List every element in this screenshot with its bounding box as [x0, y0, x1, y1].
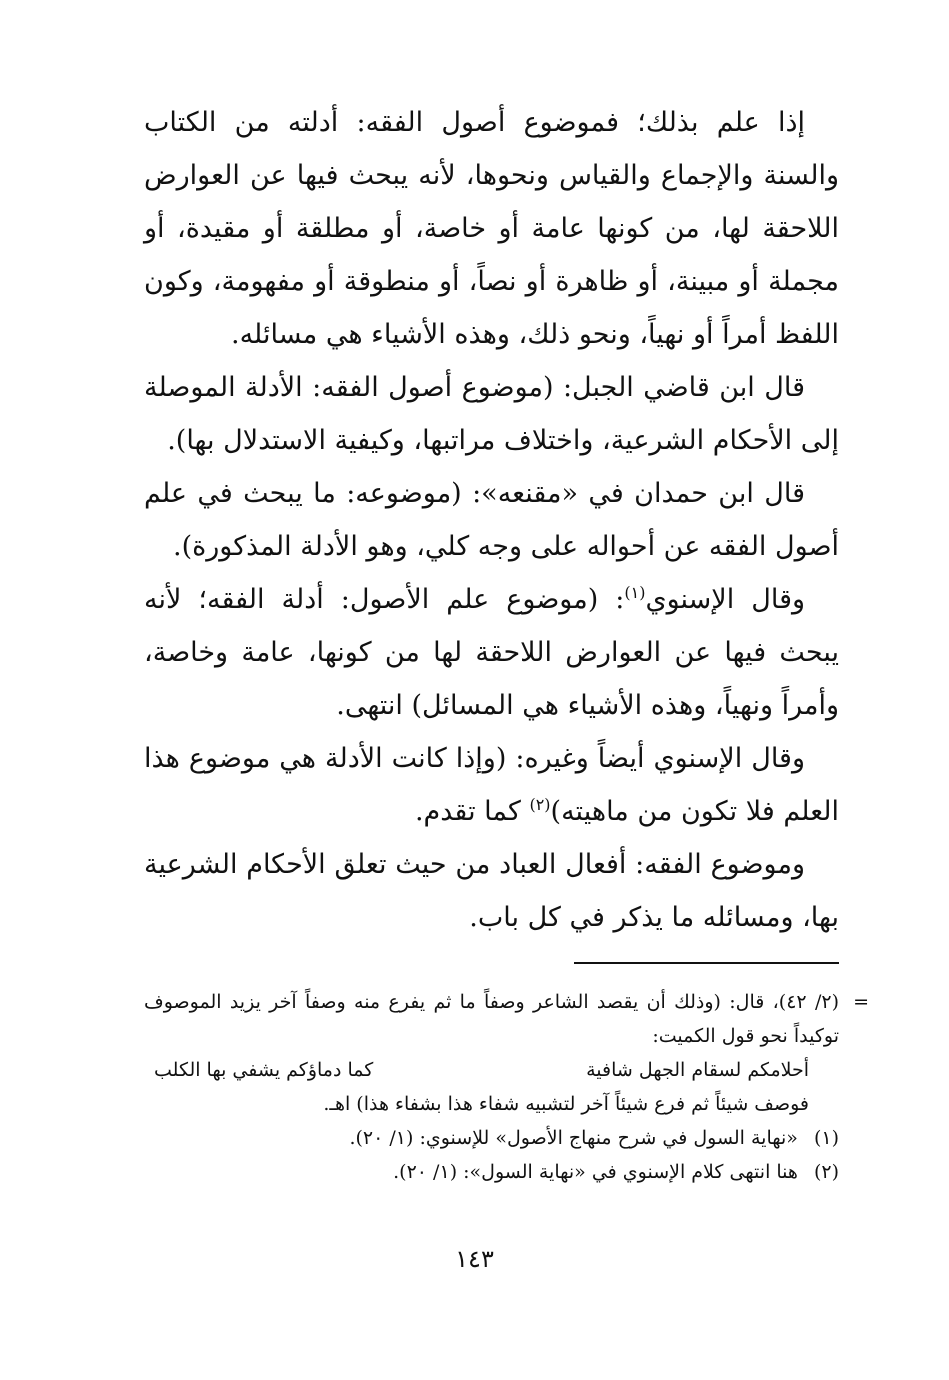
paragraph-1: إذا علم بذلك؛ فموضوع أصول الفقه: أدلته من الكتاب والسنة والإجماع والقياس ونحوها، لأنه يبحث فيها عن العوارض اللاحقة لها، من كونها عامة أو خاصة، أو مطلقة أو مقيدة، أو مجملة أو مبينة، أو ظاهرة أو نصاً، أو منطوقة أو مفهومة، وكون اللفظ أمراً أو نهياً، ونحو ذلك، وهذه الأشياء هي مسائله.: [144, 107, 839, 350]
footnote-continuation: [144, 985, 869, 1053]
paragraph-4-start: وقال الإسنوي: [645, 584, 806, 615]
main-text: [144, 96, 839, 944]
paragraph-2: قال ابن قاضي الجبل: (موضوع أصول الفقه: الأدلة الموصلة إلى الأحكام الشرعية، واختلاف مراتبها، وكيفية الاستدلال بها).: [144, 372, 839, 456]
footnote-1-text: «نهاية السول في شرح منهاج الأصول» للإسنوي: (١/ ٢٠).: [349, 1127, 798, 1149]
verse-first-hemistich: أحلامكم لسقام الجهل شافية: [586, 1059, 809, 1081]
footnote-continuation-text: (٢/ ٤٢)، قال: (وذلك أن يقصد الشاعر وصفاً ما ثم يفرع منه وصفاً آخر يزيد الموصوف توكيداً نحو قول الكميت:: [144, 991, 839, 1047]
paragraph-5: [144, 732, 839, 838]
footnote-divider: [574, 962, 839, 964]
page-number: ١٤٣: [455, 1245, 494, 1273]
footnote-ref-2: (٢): [529, 795, 551, 814]
poem-verse: [144, 1053, 839, 1087]
footnote-2-text: هنا انتهى كلام الإسنوي في «نهاية السول»: (١/ ٢٠).: [393, 1161, 798, 1183]
footnote-1: [144, 1121, 839, 1155]
footnote-2-number: (٢): [813, 1161, 839, 1183]
paragraph-5-end: كما تقدم.: [414, 796, 530, 827]
footnote-continuation-end: فوصف شيئاً ثم فرع شيئاً آخر لتشبيه شفاء هذا بشفاء هذا) اهـ.: [323, 1093, 809, 1115]
footnote-2: [144, 1155, 839, 1189]
paragraph-6: وموضوع الفقه: أفعال العباد من حيث تعلق الأحكام الشرعية بها، ومسائله ما يذكر في كل باب.: [144, 849, 839, 933]
verse-second-hemistich: كما دماؤكم يشفي بها الكلب: [154, 1059, 374, 1081]
paragraph-5-start: وقال الإسنوي أيضاً وغيره: (وإذا كانت الأدلة هي موضوع هذا العلم فلا تكون من ماهيته): [144, 743, 839, 827]
paragraph-3: قال ابن حمدان في «مقنعه»: (موضوعه: ما يبحث في علم أصول الفقه عن أحواله على وجه كلي، وهو الأدلة المذكورة).: [144, 478, 839, 562]
continuation-mark: =: [853, 991, 869, 1013]
footnote-ref-1: (١): [624, 583, 646, 602]
footnotes: [144, 985, 869, 1189]
footnote-1-number: (١): [813, 1127, 839, 1149]
paragraph-4-end: : (موضوع علم الأصول: أدلة الفقه؛ لأنه يبحث فيها عن العوارض اللاحقة لها من كونها، عامة وخاصة، وأمراً ونهياً، وهذه الأشياء هي المسائل) انتهى.: [144, 584, 839, 721]
paragraph-4: [144, 573, 839, 732]
